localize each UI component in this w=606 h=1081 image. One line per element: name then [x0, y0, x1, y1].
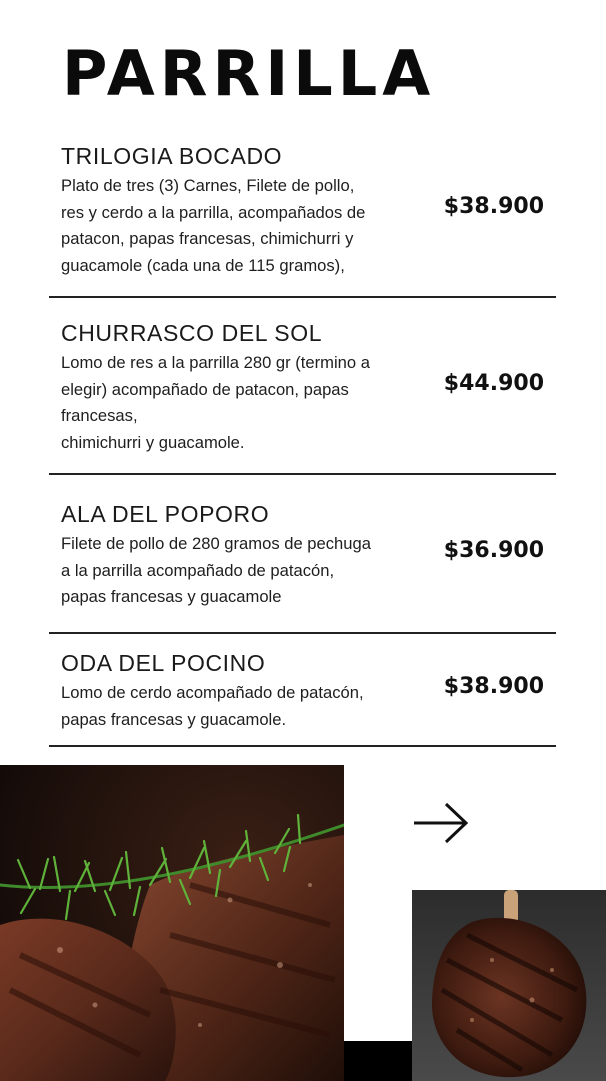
description-line: Lomo de cerdo acompañado de patacón, [61, 683, 364, 702]
menu-item-name: TRILOGIA BOCADO [61, 143, 283, 169]
divider [49, 473, 556, 475]
page-title: PARRILLA [62, 37, 436, 110]
description-line: elegir) acompañado de patacon, papas [61, 379, 349, 399]
description-line: guacamole (cada una de 115 gramos), [61, 255, 345, 275]
menu-item-description [61, 531, 426, 611]
menu-item-price: $44.900 [443, 371, 544, 396]
menu-item [49, 319, 556, 459]
menu-item-price: $38.900 [443, 674, 544, 699]
description-line: Plato de tres (3) Carnes, Filete de pollo, [61, 176, 355, 195]
description-line: a la parrilla acompañado de patacón, [61, 560, 335, 580]
menu-item [49, 500, 556, 610]
tomahawk-steak-photo [412, 890, 606, 1081]
description-line: papas francesas y guacamole. [61, 709, 287, 729]
menu-item-name: CHURRASCO DEL SOL [61, 320, 323, 346]
decorative-block [344, 1041, 412, 1081]
arrow-right-icon[interactable] [412, 800, 470, 846]
menu-item [49, 142, 556, 282]
divider [49, 296, 556, 298]
menu-item-description [61, 350, 426, 456]
divider [49, 745, 556, 747]
menu-item-name: ALA DEL POPORO [61, 501, 270, 527]
divider [49, 632, 556, 634]
menu-item [49, 649, 556, 739]
description-line: papas francesas y guacamole [61, 587, 282, 606]
menu-item-name: ODA DEL POCINO [61, 650, 266, 676]
description-line: Filete de pollo de 280 gramos de pechuga [61, 534, 371, 553]
grilled-meat-photo [0, 765, 344, 1081]
description-line: Lomo de res a la parrilla 280 gr (termino a [61, 353, 370, 372]
description-line: res y cerdo a la parrilla, acompañados de [61, 202, 366, 222]
description-line: patacon, papas francesas, chimichurri y [61, 229, 354, 248]
description-line: chimichurri y guacamole. [61, 432, 245, 452]
menu-item-price: $38.900 [443, 194, 544, 219]
menu-item-price: $36.900 [443, 538, 544, 563]
menu-item-description [61, 173, 426, 279]
description-line: francesas, [61, 406, 138, 425]
menu-item-description [61, 680, 426, 733]
